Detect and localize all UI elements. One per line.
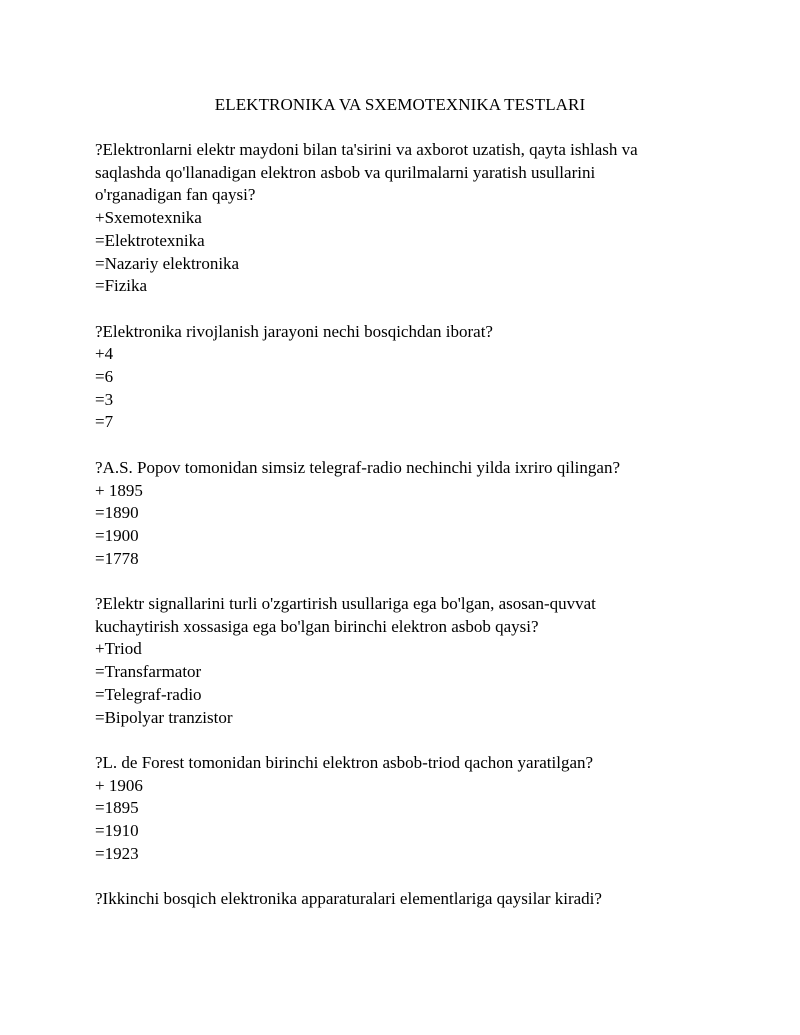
answer-option: =Transfarmator xyxy=(95,662,202,682)
answer-option: =Bipolyar tranzistor xyxy=(95,707,233,727)
question-text-line: ?Ikkinchi bosqich elektronika apparaturalari elementlariga qaysilar kiradi? xyxy=(95,889,602,909)
answer-option: =7 xyxy=(95,412,114,432)
answer-option: =1895 xyxy=(95,798,139,818)
answer-option-correct: +Sxemotexnika xyxy=(95,208,202,228)
answer-option-correct: +4 xyxy=(95,344,114,364)
answer-option: =6 xyxy=(95,367,114,387)
question-text-line: ?Elektronlarni elektr maydoni bilan ta'sirini va axborot uzatish, qayta ishlash va xyxy=(95,140,638,159)
answer-option-correct: + 1906 xyxy=(95,775,143,795)
answer-option: =Telegraf-radio xyxy=(95,684,202,704)
answer-option: =1890 xyxy=(95,503,139,523)
question-text-line: kuchaytirish xossasiga ega bo'lgan birinchi elektron asbob qaysi? xyxy=(95,616,539,636)
question-block-4 xyxy=(95,593,715,729)
question-block-6 xyxy=(95,888,715,911)
question-block-2 xyxy=(95,321,715,435)
question-text-line: ?A.S. Popov tomonidan simsiz telegraf-radio nechinchi yilda ixriro qilingan? xyxy=(95,457,620,477)
answer-option: =3 xyxy=(95,389,114,409)
answer-option: =1900 xyxy=(95,525,139,545)
answer-option: =Elektrotexnika xyxy=(95,230,205,250)
answer-option: =1778 xyxy=(95,548,139,568)
question-text-line: o'rganadigan fan qaysi? xyxy=(95,185,256,205)
question-text-line: saqlashda qo'llanadigan elektron asbob va qurilmalarni yaratish usullarini xyxy=(95,162,596,182)
question-text-line: ?L. de Forest tomonidan birinchi elektron asbob-triod qachon yaratilgan? xyxy=(95,752,594,772)
answer-option: =1923 xyxy=(95,843,139,863)
question-text-line: ?Elektr signallarini turli o'zgartirish usullariga ega bo'lgan, asosan-quvvat xyxy=(95,594,596,614)
answer-option: =1910 xyxy=(95,821,139,841)
document-title: ELEKTRONIKA VA SXEMOTEXNIKA TESTLARI xyxy=(214,95,586,114)
answer-option-correct: +Triod xyxy=(95,639,142,659)
question-block-1 xyxy=(95,139,715,298)
test-body xyxy=(95,139,715,934)
answer-option-correct: + 1895 xyxy=(95,480,143,500)
question-block-5 xyxy=(95,752,715,866)
answer-option: =Fizika xyxy=(95,276,148,296)
answer-option: =Nazariy elektronika xyxy=(95,253,240,273)
question-block-3 xyxy=(95,457,715,571)
question-text-line: ?Elektronika rivojlanish jarayoni nechi bosqichdan iborat? xyxy=(95,321,493,341)
